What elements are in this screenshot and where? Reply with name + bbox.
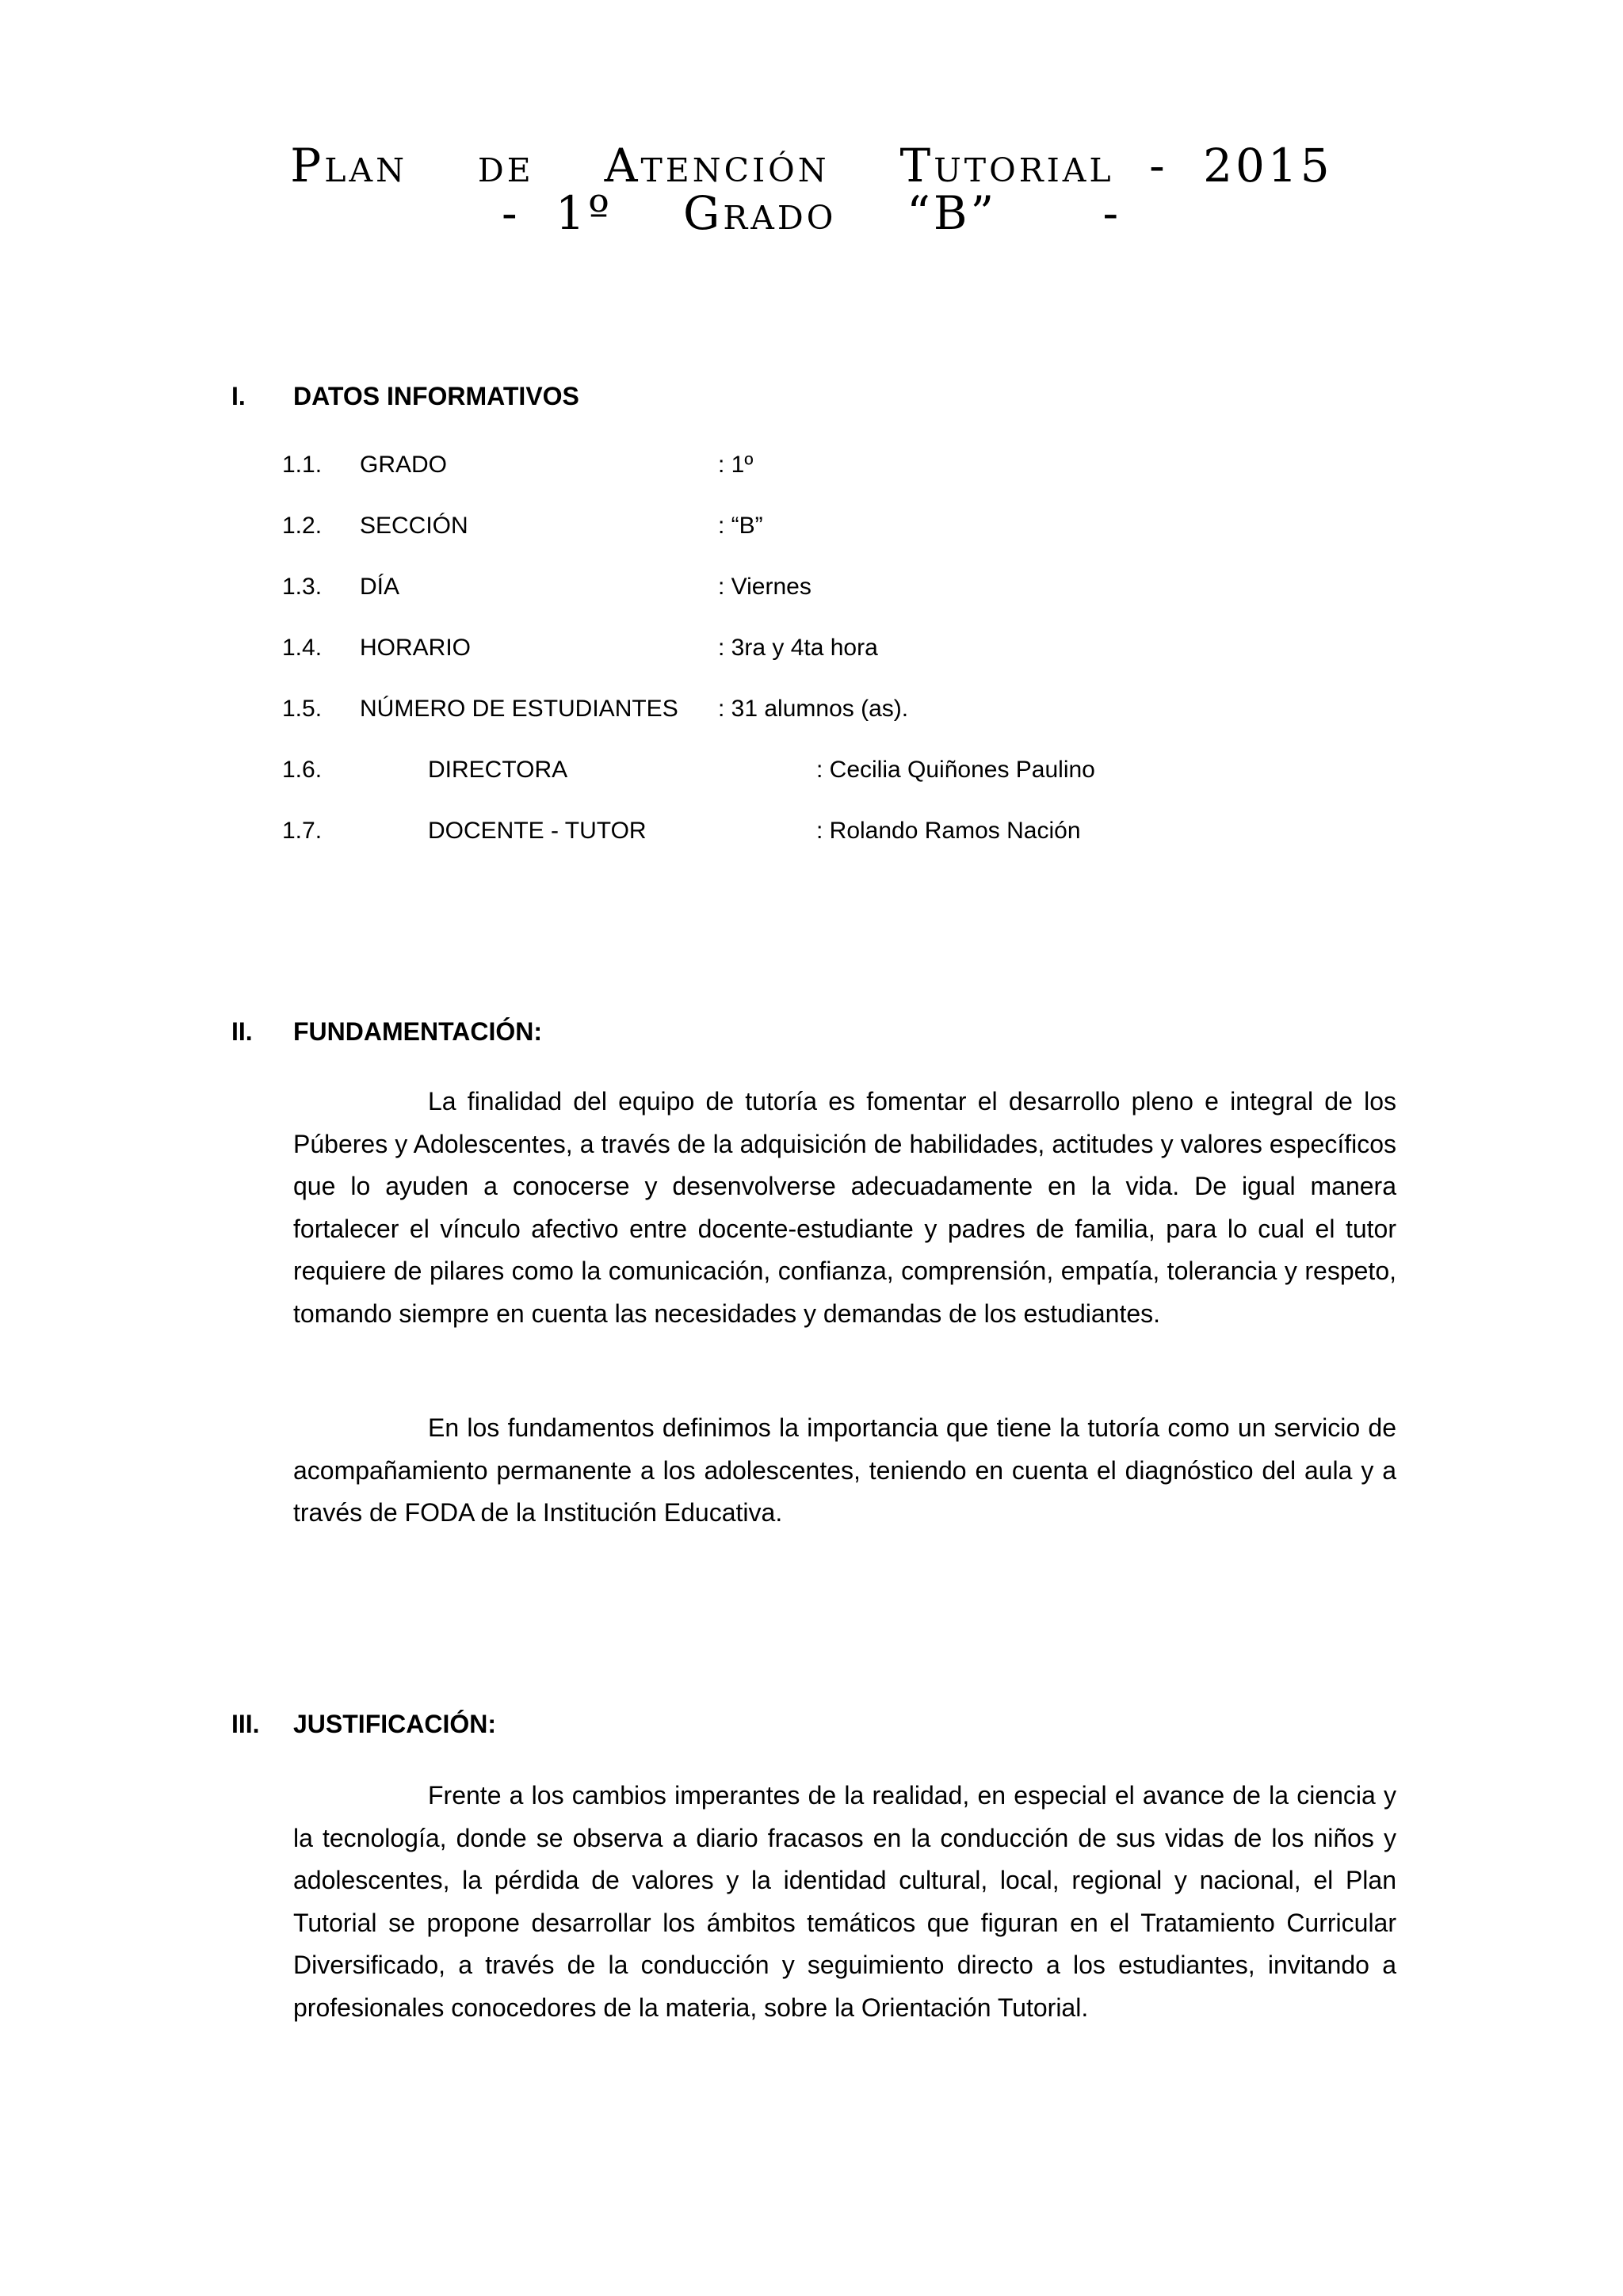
info-row-value: : “B” bbox=[718, 513, 763, 539]
info-row-label: DOCENTE - TUTOR bbox=[428, 818, 647, 844]
section-title: DATOS INFORMATIVOS bbox=[293, 382, 579, 410]
info-row-dia bbox=[282, 575, 1392, 602]
document-subtitle: - 1º Grado “B” - bbox=[501, 186, 1122, 240]
info-row-label: HORARIO bbox=[360, 635, 472, 661]
section-title: FUNDAMENTACIÓN: bbox=[293, 1017, 543, 1046]
info-row-grado bbox=[282, 453, 1392, 480]
info-row-directora bbox=[282, 758, 1392, 785]
info-row-seccion bbox=[282, 514, 1392, 541]
info-row-label: DÍA bbox=[360, 574, 400, 600]
info-row-value: : Rolando Ramos Nación bbox=[816, 818, 1081, 844]
justificacion-paragraph-1: Frente a los cambios imperantes de la realidad, en especial el avance de la ciencia y la tecnología, donde se observa a diario fracasos en la conducción de sus vidas de los niños y adolescentes, la pérdida de valores y la identidad cultural, local, regional y nacional, el Plan Tutorial se propone desarrollar los ámbitos temáticos que figuran en el Tratamiento Curricular Diversificado, a través de la conducción y seguimiento directo a los estudiantes, invitando a profesionales conocedores de la materia, sobre la Orientación Tutorial. bbox=[293, 1781, 1396, 2022]
info-row-number: 1.5. bbox=[282, 696, 323, 722]
info-row-number: 1.7. bbox=[282, 818, 323, 844]
fundamentacion-paragraph-2: En los fundamentos definimos la importancia que tiene la tutoría como un servicio de acompañamiento permanente a los adolescentes, teniendo en cuenta el diagnóstico del aula y a través de FODA de la Institución Educativa. bbox=[293, 1413, 1396, 1527]
info-row-label: NÚMERO DE ESTUDIANTES bbox=[360, 696, 678, 722]
document-title: Plan de Atención Tutorial - 2015 bbox=[290, 139, 1333, 193]
info-row-value: : Cecilia Quiñones Paulino bbox=[816, 757, 1095, 783]
info-row-number: 1.3. bbox=[282, 574, 323, 600]
info-row-number: 1.2. bbox=[282, 513, 323, 539]
info-row-number: 1.4. bbox=[282, 635, 323, 661]
info-row-value: : Viernes bbox=[718, 574, 812, 600]
info-row-label: SECCIÓN bbox=[360, 513, 468, 539]
info-row-label: GRADO bbox=[360, 452, 448, 478]
section-number: II. bbox=[231, 1017, 253, 1046]
info-row-label: DIRECTORA bbox=[428, 757, 568, 783]
section-number: III. bbox=[231, 1710, 260, 1738]
info-row-docente-tutor bbox=[282, 819, 1392, 846]
info-row-value: : 31 alumnos (as). bbox=[718, 696, 909, 722]
section-number: I. bbox=[231, 382, 246, 410]
info-row-horario bbox=[282, 636, 1392, 663]
section-title: JUSTIFICACIÓN: bbox=[293, 1710, 496, 1738]
fundamentacion-paragraph-1: La finalidad del equipo de tutoría es fomentar el desarrollo pleno e integral de los Púberes y Adolescentes, a través de la adquisición de habilidades, actitudes y valores específicos que lo ayuden a conocerse y desenvolverse adecuadamente en la vida. De igual manera fortalecer el vínculo afectivo entre docente-estudiante y padres de familia, para lo cual el tutor requiere de pilares como la comunicación, confianza, comprensión, empatía, tolerancia y respeto, tomando siempre en cuenta las necesidades y demandas de los estudiantes. bbox=[293, 1087, 1396, 1328]
info-row-value: : 3ra y 4ta hora bbox=[718, 635, 878, 661]
info-row-value: : 1º bbox=[718, 452, 754, 478]
info-row-numero-estudiantes bbox=[282, 697, 1392, 724]
info-row-number: 1.6. bbox=[282, 757, 323, 783]
info-row-number: 1.1. bbox=[282, 452, 323, 478]
